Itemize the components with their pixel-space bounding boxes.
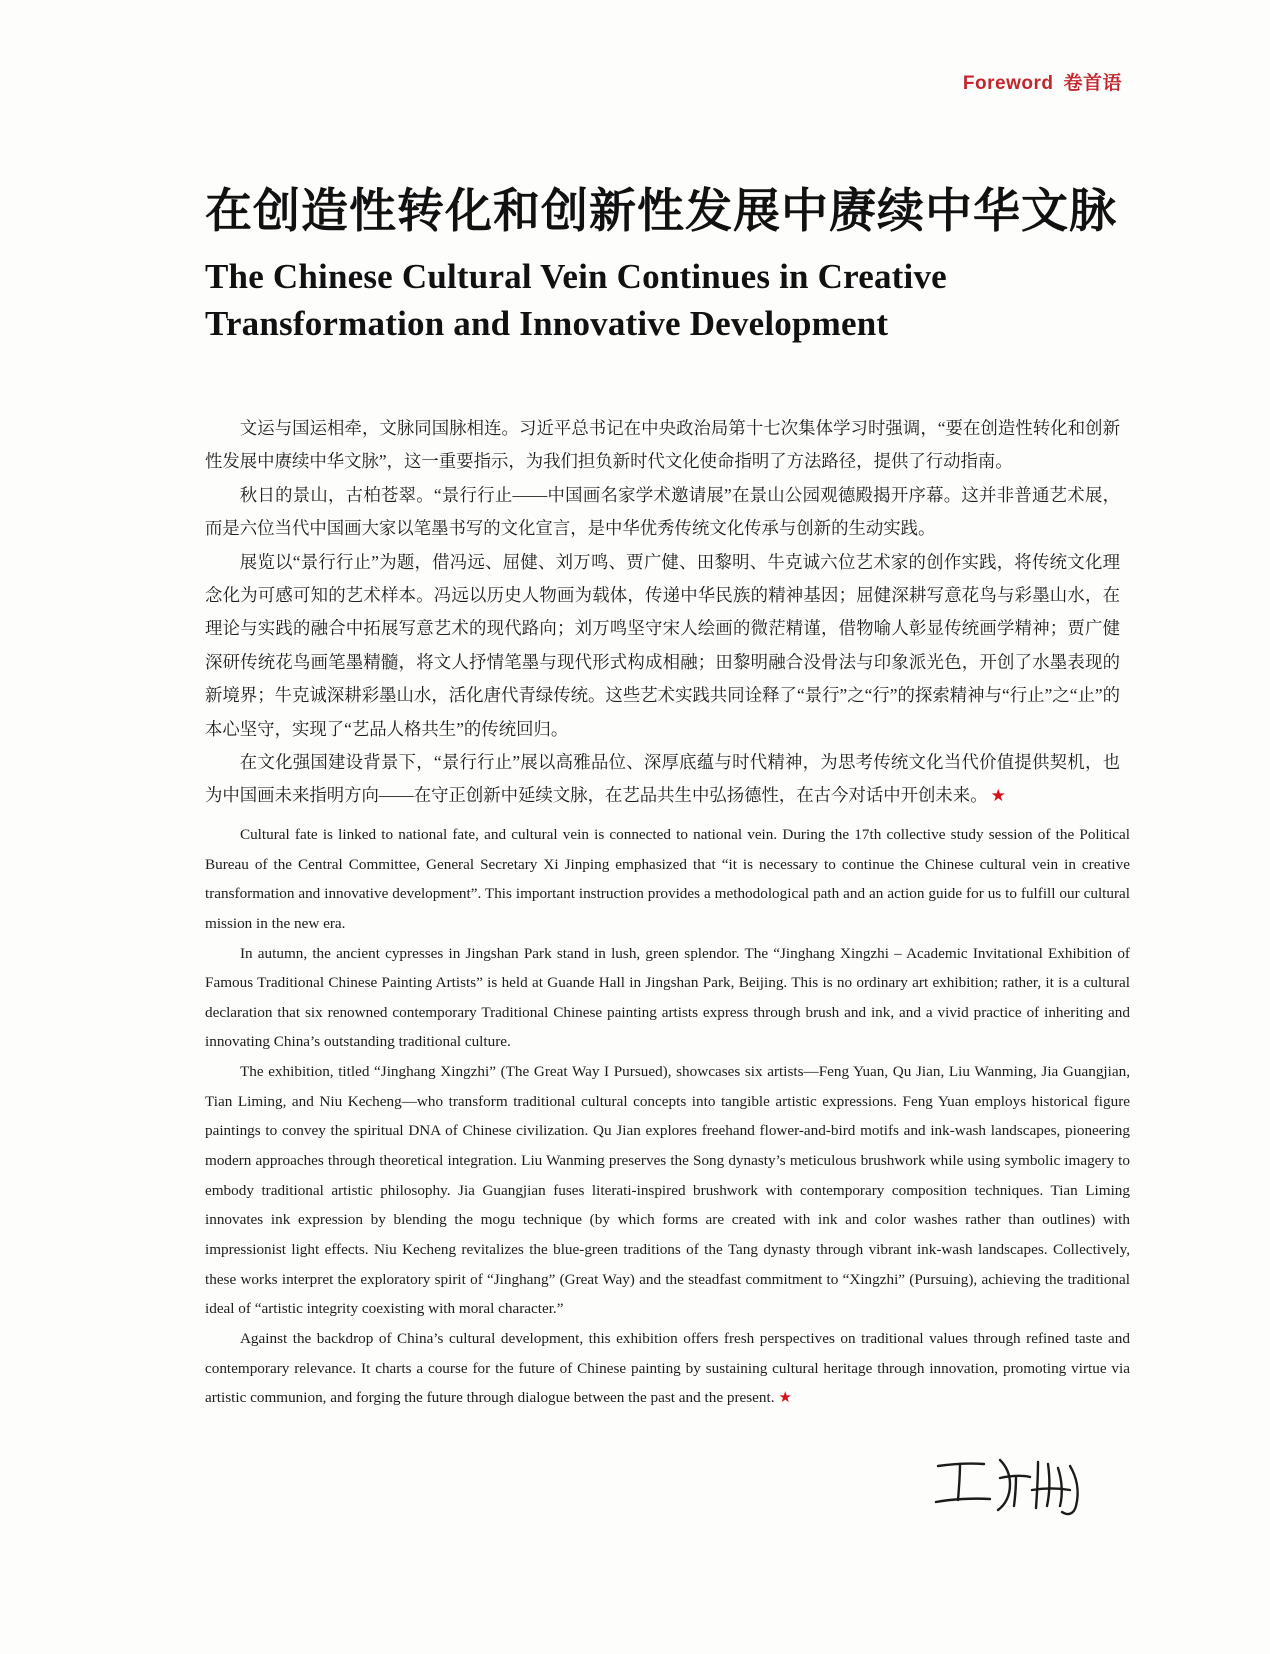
- cn-paragraph-2: 秋日的景山，古柏苍翠。“景行行止——中国画名家学术邀请展”在景山公园观德殿揭开序幕。这并非普通艺术展，而是六位当代中国画大家以笔墨书写的文化宣言，是中华优秀传统文化传承与创新的生动实践。: [205, 484, 1120, 539]
- en-paragraph-4-text: Against the backdrop of China’s cultural development, this exhibition offers fresh perspectives on traditional values through refined taste and contemporary relevance. It charts a course for the future of Chinese painting by sustaining cultural heritage through innovation, promoting virtue via artistic communion, and forging the future through dialogue between the past and the present.: [205, 1329, 1130, 1407]
- chinese-article-body: [205, 412, 1120, 813]
- en-paragraph-1: Cultural fate is linked to national fate, and cultural vein is connected to national vein. During the 17th collective study session of the Political Bureau of the Central Committee, General Secretary Xi Jinping emphasized that “it is necessary to continue the Chinese cultural vein in creative transformation and innovative development”. This important instruction provides a methodological path and an action guide for us to fulfill our cultural mission in the new era.: [205, 826, 1130, 932]
- page-title-cn: 在创造性转化和创新性发展中赓续中华文脉: [205, 186, 1117, 238]
- en-paragraph-3: The exhibition, titled “Jinghang Xingzhi” (The Great Way I Pursued), showcases six artists—Feng Yuan, Qu Jian, Liu Wanming, Jia Guangjian, Tian Liming, and Niu Kecheng—who transform traditional cultural concepts into tangible artistic expressions. Feng Yuan employs historical figure paintings to convey the spiritual DNA of Chinese civilization. Qu Jian explores freehand flower-and-bird motifs and ink-wash landscapes, pioneering modern approaches through theoretical integration. Liu Wanming preserves the Song dynasty’s meticulous brushwork while using symbolic imagery to embody traditional artistic philosophy. Jia Guangjian fuses literati-inspired brushwork with contemporary composition techniques. Tian Liming innovates ink expression by blending the mogu technique (by which forms are created with ink and color washes rather than outlines) with impressionist light effects. Niu Kecheng revitalizes the blue-green traditions of the Tang dynasty through vibrant ink-wash landscapes. Collectively, these works interpret the exploratory spirit of “Jinghang” (Great Way) and the steadfast commitment to “Xingzhi” (Pursuing), achieving the traditional ideal of “artistic integrity coexisting with moral character.”: [205, 1063, 1130, 1318]
- en-paragraph-4: [205, 1324, 1130, 1414]
- end-mark-star-cn: ★: [990, 786, 1006, 806]
- handwritten-signature: [930, 1444, 1095, 1524]
- cn-paragraph-4: [205, 746, 1120, 813]
- foreword-label-cn: 卷首语: [1063, 73, 1122, 94]
- en-paragraph-2: In autumn, the ancient cypresses in Jingshan Park stand in lush, green splendor. The “Jinghang Xingzhi – Academic Invitational Exhibition of Famous Traditional Chinese Painting Artists” is held at Guande Hall in Jingshan Park, Beijing. This is no ordinary art exhibition; rather, it is a cultural declaration that six renowned contemporary Traditional Chinese painting artists express through brush and ink, and a vivid practice of inheriting and innovating China’s outstanding traditional culture.: [205, 944, 1130, 1051]
- title-block: [205, 185, 1122, 347]
- cn-paragraph-3: 展览以“景行行止”为题，借冯远、屈健、刘万鸣、贾广健、田黎明、牛克诚六位艺术家的创作实践，将传统文化理念化为可感可知的艺术样本。冯远以历史人物画为载体，传递中华民族的精神基因；屈健深耕写意花鸟与彩墨山水，在理论与实践的融合中拓展写意艺术的现代路向；刘万鸣坚守宋人绘画的微茫精谨，借物喻人彰显传统画学精神；贾广健深研传统花鸟画笔墨精髓，将文人抒情笔墨与现代形式构成相融；田黎明融合没骨法与印象派光色，开创了水墨表现的新境界；牛克诚深耕彩墨山水，活化唐代青绿传统。这些艺术实践共同诠释了“景行”之“行”的探索精神与“行止”之“止”的本心坚守，实现了“艺品人格共生”的传统回归。: [205, 551, 1120, 739]
- foreword-header: [963, 68, 1122, 95]
- cn-paragraph-1: 文运与国运相牵，文脉同国脉相连。习近平总书记在中央政治局第十七次集体学习时强调，“要在创造性转化和创新性发展中赓续中华文脉”，这一重要指示，为我们担负新时代文化使命指明了方法路径，提供了行动指南。: [205, 418, 1120, 472]
- end-mark-star-en: ★: [778, 1390, 792, 1407]
- cn-paragraph-4-text: 在文化强国建设背景下，“景行行止”展以高雅品位、深厚底蕴与时代精神，为思考传统文化当代价值提供契机，也为中国画未来指明方向——在守正创新中延续文脉，在艺品共生中弘扬德性，在古今对话中开创未来。: [205, 752, 1120, 806]
- page-title-en: The Chinese Cultural Vein Continues in Creative Transformation and Innovative Development: [205, 257, 947, 343]
- english-article-body: [205, 820, 1130, 1413]
- foreword-label-en: Foreword: [962, 73, 1054, 94]
